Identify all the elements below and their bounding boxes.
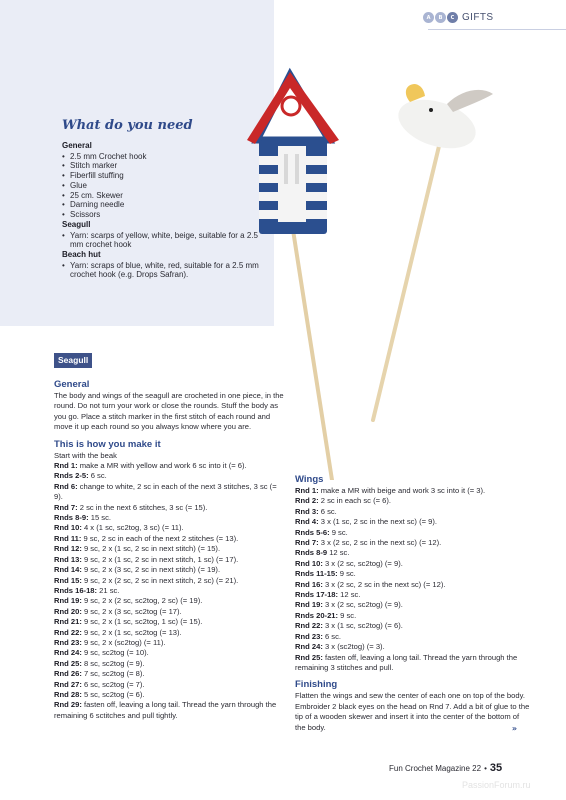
round-text: fasten off, leaving a long tail. Thread the yarn through the remaining 6 sctitches and pull tightly. <box>54 700 277 720</box>
round-label: Rnd 11: <box>54 533 82 543</box>
round-text: make a MR with yellow and work 6 sc into it (= 6). <box>77 461 247 471</box>
round-label: Rnd 26: <box>54 669 82 679</box>
round-text: 3 x (2 sc, 2 sc in the next sc) (= 12). <box>318 538 442 548</box>
round-label: Rnd 21: <box>54 617 82 627</box>
round-row <box>295 590 531 600</box>
materials-item-text: 2.5 mm Crochet hook <box>70 151 147 161</box>
round-row <box>54 565 286 575</box>
round-row <box>54 617 286 627</box>
round-label: Rnds 20-21: <box>295 610 339 620</box>
seagull-skewer <box>373 142 440 420</box>
round-label: Rnd 15: <box>54 575 82 585</box>
round-label: Rnds 11-15: <box>295 569 338 579</box>
round-text: 2 sc in each sc (= 6). <box>318 496 392 506</box>
materials-group-title: Beach hut <box>62 250 101 260</box>
round-text: change to white, 2 sc in each of the next 3 stitches, 3 sc (= 9). <box>54 481 277 502</box>
materials-item-text: Darning needle <box>70 200 125 210</box>
round-text: 9 sc, 2 x (2 sc, 2 sc in next stitch, 2 sc) (= 21). <box>81 575 239 585</box>
round-text: 2 sc in the next 6 stitches, 3 sc (= 15). <box>77 502 208 512</box>
round-text: 3 x (2 sc, sc2tog) (= 9). <box>322 600 403 610</box>
round-row <box>54 628 286 638</box>
round-label: Rnd 20: <box>54 606 82 616</box>
round-label: Rnd 1: <box>295 486 319 495</box>
seagull-rounds <box>54 461 286 721</box>
round-row <box>295 559 531 569</box>
round-row <box>54 669 286 679</box>
section-dot-active: C <box>447 12 458 23</box>
round-row <box>54 534 286 544</box>
materials-item-text: Fiberfill stuffing <box>70 171 124 181</box>
materials-item-text: Glue <box>70 180 87 190</box>
round-label: Rnd 1: <box>54 461 78 471</box>
round-label: Rnd 7: <box>295 538 319 548</box>
round-label: Rnd 2: <box>295 496 319 506</box>
round-row <box>54 544 286 554</box>
round-text: 9 sc, 2 x (1 sc, 2 sc in next stitch) (= 15). <box>81 544 221 554</box>
round-label: Rnd 16: <box>295 579 323 589</box>
beak-intro: Start with the beak <box>54 450 117 460</box>
round-text: 4 x (1 sc, sc2tog, 3 sc) (= 11). <box>81 523 184 533</box>
round-text: 9 sc. <box>337 569 356 579</box>
seagull-figure <box>392 84 493 157</box>
finishing-heading: Finishing <box>295 679 338 691</box>
round-row <box>295 611 531 621</box>
round-row <box>295 528 531 538</box>
round-label: Rnd 28: <box>54 689 82 699</box>
materials-group-title: General <box>62 141 92 150</box>
round-row <box>295 600 531 610</box>
round-label: Rnd 29: <box>54 700 82 710</box>
round-text: 9 sc, 2 x (3 sc, sc2tog (= 17). <box>81 606 182 616</box>
round-label: Rnd 25: <box>54 658 82 668</box>
round-row <box>54 555 286 565</box>
round-row <box>54 680 286 690</box>
materials-heading: What do you need <box>62 118 193 133</box>
wings-instructions <box>295 474 531 733</box>
round-row <box>295 642 531 652</box>
round-text: 9 sc, 2 sc in each of the next 2 stitches (= 13). <box>81 533 239 543</box>
round-text: 12 sc. <box>327 548 350 558</box>
round-label: Rnd 19: <box>54 596 82 606</box>
round-row <box>54 648 286 658</box>
materials-group-title: Seagull <box>62 220 91 230</box>
round-label: Rnd 27: <box>54 679 82 689</box>
round-label: Rnds 8-9: <box>54 513 89 523</box>
round-row <box>295 517 531 527</box>
round-row <box>54 471 286 481</box>
round-label: Rnds 16-18: <box>54 585 98 595</box>
round-row <box>295 632 531 642</box>
round-label: Rnd 13: <box>54 554 82 564</box>
seagull-instructions <box>54 350 286 721</box>
round-label: Rnd 24: <box>54 648 82 658</box>
round-row <box>54 482 286 503</box>
round-label: Rnd 22: <box>54 627 82 637</box>
round-row <box>54 659 286 669</box>
round-row <box>54 596 286 606</box>
round-text: 9 sc, sc2tog (= 10). <box>81 648 149 658</box>
round-row <box>295 496 531 506</box>
continue-arrow: » <box>511 723 517 733</box>
how-heading: This is how you make it <box>54 438 161 450</box>
round-text: 21 sc. <box>97 585 120 595</box>
round-text: make a MR with beige and work 3 sc into it (= 3). <box>318 486 486 495</box>
round-text: 6 sc, sc2tog (= 7). <box>81 679 145 689</box>
round-text: 3 x (sc2tog) (= 3). <box>322 642 385 652</box>
footer-bullet: • <box>484 763 487 773</box>
round-row <box>295 507 531 517</box>
round-label: Rnd 22: <box>295 621 323 631</box>
round-text: 3 x (1 sc, 2 sc in the next sc) (= 9). <box>318 517 438 527</box>
round-text: 8 sc, sc2tog (= 9). <box>81 658 145 668</box>
watermark: PassionForum.ru <box>462 780 531 790</box>
round-text: 6 sc. <box>88 471 107 481</box>
materials-item-text: Yarn: scarps of yellow, white, beige, suitable for a 2.5 mm crochet hook <box>70 230 258 250</box>
round-text: 15 sc. <box>88 513 111 523</box>
general-text: The body and wings of the seagull are crocheted in one piece, in the round. Do not turn your work or close the rounds. Stuff the body as you go. Place a stitch marker in the first stitch of each round and move it up each round so you always know where you are. <box>54 391 284 432</box>
round-row <box>54 461 286 471</box>
round-label: Rnd 6: <box>54 481 78 491</box>
round-text: fasten off, leaving a long tail. Thread the yarn through the remaining 3 stitches and pull. <box>295 652 518 672</box>
round-text: 12 sc. <box>338 590 361 600</box>
round-row <box>54 690 286 700</box>
section-header <box>423 12 493 23</box>
round-label: Rnds 5-6: <box>295 527 330 537</box>
round-row <box>295 653 531 674</box>
round-label: Rnd 19: <box>295 600 323 610</box>
round-label: Rnd 12: <box>54 544 82 554</box>
round-row <box>295 486 531 496</box>
materials-box <box>0 0 274 326</box>
round-label: Rnd 25: <box>295 652 323 662</box>
round-text: 3 x (2 sc, 2 sc in the next sc) (= 12). <box>322 579 446 589</box>
wings-heading: Wings <box>295 474 324 485</box>
section-dots <box>423 12 458 23</box>
section-title: GIFTS <box>462 12 494 23</box>
round-label: Rnds 2-5: <box>54 471 89 481</box>
round-text: 9 sc, 2 x (1 sc, 2 sc in next stitch, 1 sc) (= 17). <box>81 554 239 564</box>
round-text: 9 sc, 2 x (sc2tog) (= 11). <box>81 637 166 647</box>
round-label: Rnds 17-18: <box>295 590 339 600</box>
round-label: Rnd 23: <box>54 637 82 647</box>
round-label: Rnds 8-9 <box>295 548 328 558</box>
round-row <box>295 569 531 579</box>
round-label: Rnd 10: <box>295 558 323 568</box>
round-text: 9 sc, 2 x (1 sc, sc2tog, 1 sc) (= 15). <box>81 617 203 627</box>
round-text: 9 sc, 2 x (3 sc, 2 sc in next stitch) (= 19). <box>81 565 221 575</box>
round-label: Rnd 4: <box>295 517 319 527</box>
round-text: 9 sc. <box>338 610 357 620</box>
materials-item-text: 25 cm. Skewer <box>70 190 123 200</box>
general-heading: General <box>54 379 90 390</box>
round-label: Rnd 7: <box>54 502 78 512</box>
round-row <box>54 700 286 721</box>
wings-rounds <box>295 486 531 673</box>
round-text: 6 sc. <box>318 506 337 516</box>
round-label: Rnd 3: <box>295 506 319 516</box>
round-row <box>295 538 531 548</box>
materials-item-text: Stitch marker <box>70 161 118 171</box>
round-text: 9 sc. <box>329 527 348 537</box>
section-dot: A <box>423 12 434 23</box>
seagull-tag: Seagull <box>54 353 92 368</box>
page-number: 35 <box>489 762 503 774</box>
materials-item-text: Yarn: scraps of blue, white, red, suitable for a 2.5 mm crochet hook (e.g. Drops Safran). <box>70 260 259 280</box>
round-row <box>54 586 286 596</box>
round-label: Rnd 24: <box>295 642 323 652</box>
round-text: 7 sc, sc2tog (= 8). <box>81 669 145 679</box>
round-row <box>54 638 286 648</box>
round-text: 3 x (1 sc, sc2tog) (= 6). <box>322 621 403 631</box>
beach-hut-skewer <box>293 230 332 480</box>
round-text: 3 x (2 sc, sc2tog) (= 9). <box>322 558 403 568</box>
round-row <box>54 607 286 617</box>
round-row <box>54 576 286 586</box>
round-text: 5 sc, sc2tog (= 6). <box>81 689 145 699</box>
round-row <box>54 503 286 513</box>
round-label: Rnd 10: <box>54 523 82 533</box>
round-label: Rnd 23: <box>295 631 323 641</box>
round-text: 6 sc. <box>322 631 342 641</box>
round-row <box>295 580 531 590</box>
round-text: 9 sc, 2 x (1 sc, sc2tog (= 13). <box>81 627 182 637</box>
beach-hut-figure <box>247 72 339 234</box>
round-row <box>295 621 531 631</box>
section-dot: B <box>435 12 446 23</box>
page-footer <box>389 762 502 774</box>
round-row <box>295 548 531 558</box>
round-row <box>54 523 286 533</box>
round-text: 9 sc, 2 x (2 sc, sc2tog, 2 sc) (= 19). <box>81 596 203 606</box>
round-row <box>54 513 286 523</box>
magazine-name: Fun Crochet Magazine 22 <box>389 763 482 773</box>
header-divider <box>428 29 566 30</box>
round-label: Rnd 14: <box>54 565 82 575</box>
finishing-text: Flatten the wings and sew the center of each one on top of the body. Embroider 2 black eyes on the head on Rnd 7. Add a bit of glue to the tip of a wooden skewer and insert it into the center of the bottom of the body. <box>295 691 530 732</box>
materials-item-text: Scissors <box>70 210 101 220</box>
